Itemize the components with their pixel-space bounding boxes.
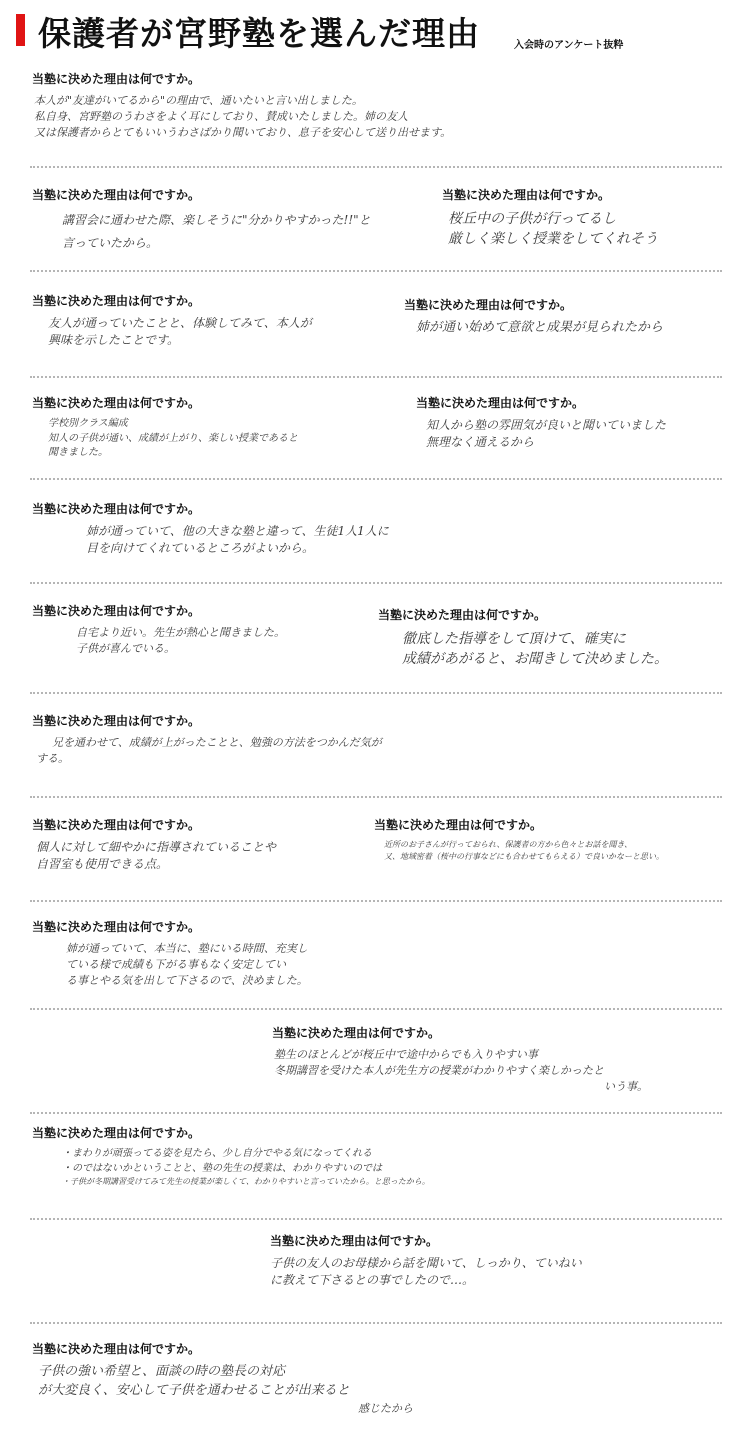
question-label: 当塾に決めた理由は何ですか。	[32, 396, 201, 410]
handwritten-answer: ・まわりが頑張ってる姿を見たら、少し自分でやる気になってくれる ・のではないかということと、塾の先生の授業は、わかりやすいのでは ・子供が冬期講習受けてみて先生の授業が楽しくて、わかりやすいと言っていたから。と思ったから。	[62, 1148, 430, 1186]
survey-answer-card	[416, 394, 666, 452]
survey-answer-card	[32, 712, 382, 767]
divider	[30, 796, 722, 798]
divider	[30, 376, 722, 378]
handwritten-answer: 姉が通っていて、他の大きな塾と違って、生徒1人1人に 目を向けてくれているところがよいから。	[86, 524, 389, 556]
survey-answer-card	[272, 1024, 648, 1095]
handwritten-answer: 個人に対して細やかに指導されていることや 自習室も使用できる点。	[36, 840, 277, 872]
question-label: 当塾に決めた理由は何ですか。	[32, 920, 201, 934]
page-subtitle: 入会時のアンケート抜粋	[514, 40, 624, 51]
survey-answer-card	[32, 602, 285, 657]
divider	[30, 692, 722, 694]
question-label: 当塾に決めた理由は何ですか。	[32, 294, 201, 308]
question-label: 当塾に決めた理由は何ですか。	[272, 1026, 441, 1040]
divider	[30, 1322, 722, 1324]
question-label: 当塾に決めた理由は何ですか。	[378, 608, 547, 622]
divider	[30, 166, 722, 168]
page-title: 保護者が宮野塾を選んだ理由	[38, 14, 480, 53]
survey-answer-card	[32, 394, 298, 461]
question-label: 当塾に決めた理由は何ですか。	[416, 396, 585, 410]
question-label: 当塾に決めた理由は何ですか。	[442, 188, 611, 202]
handwritten-answer: 姉が通っていて、本当に、塾にいる時間、充実し ている様で成績も下がる事もなく安定してい る事とやる気を出して下さるので、決めました。	[66, 942, 308, 987]
survey-answer-card	[32, 918, 308, 989]
handwritten-answer: 子供の強い希望と、面談の時の塾長の対応 が大変良く、安心して子供を通わせることが出来ると 感じたから	[38, 1364, 413, 1415]
divider	[30, 478, 722, 480]
divider	[30, 270, 722, 272]
divider	[30, 1112, 722, 1114]
divider	[30, 1218, 722, 1220]
question-label: 当塾に決めた理由は何ですか。	[32, 1342, 201, 1356]
handwritten-answer: 近所のお子さんが行っておられ、保護者の方から色々とお話を聞き、 又、地域密着（桜中の行事などにも合わせてもらえる）で良いかなーと思い。	[384, 840, 664, 861]
question-label: 当塾に決めた理由は何ですか。	[270, 1234, 439, 1248]
survey-answer-card	[32, 1124, 430, 1188]
question-label: 当塾に決めた理由は何ですか。	[32, 604, 201, 618]
divider	[30, 582, 722, 584]
handwritten-answer: 友人が通っていたことと、体験してみて、本人が 興味を示したことです。	[48, 316, 312, 348]
question-label: 当塾に決めた理由は何ですか。	[32, 188, 201, 202]
question-label: 当塾に決めた理由は何ですか。	[32, 72, 201, 86]
question-label: 当塾に決めた理由は何ですか。	[32, 1126, 201, 1140]
divider	[30, 1008, 722, 1010]
question-label: 当塾に決めた理由は何ですか。	[32, 818, 201, 832]
red-accent-bar	[16, 14, 25, 46]
survey-answer-card	[32, 70, 451, 141]
handwritten-answer: 子供の友人のお母様から話を聞いて、しっかり、ていねい に教えて下さるとの事でしたので…。	[270, 1256, 582, 1288]
question-label: 当塾に決めた理由は何ですか。	[32, 502, 201, 516]
survey-answer-card	[32, 816, 276, 874]
survey-answer-card	[404, 296, 663, 338]
survey-answer-card	[442, 186, 658, 250]
handwritten-answer: 姉が通い始めて意欲と成果が見られたから	[416, 320, 664, 335]
handwritten-answer: 桜丘中の子供が行ってるし 厳しく楽しく授業をしてくれそう	[448, 211, 658, 248]
survey-answer-card	[374, 816, 664, 862]
survey-answer-card	[32, 186, 372, 255]
handwritten-answer: 本人が"友達がいてるから"の理由で、通いたいと言い出しました。 私自身、宮野塾のうわさをよく耳にしており、賛成いたしました。姉の友人 又は保護者からとてもいいうわさばかり聞いており、息子を安心して送り出せます。	[34, 94, 452, 139]
survey-answer-card	[378, 606, 668, 670]
handwritten-answer: 学校別クラス編成 知人の子供が通い、成績が上がり、楽しい授業であると 聞きました。	[48, 418, 298, 458]
question-label: 当塾に決めた理由は何ですか。	[32, 714, 201, 728]
handwritten-answer: 自宅より近い。先生が熱心と聞きました。 子供が喜んでいる。	[76, 626, 285, 655]
question-label: 当塾に決めた理由は何ですか。	[374, 818, 543, 832]
survey-answer-card	[32, 1340, 413, 1417]
handwritten-answer: 徹底した指導をして頂けて、確実に 成績があがると、お聞きして決めました。	[402, 631, 668, 668]
survey-answer-card	[32, 500, 389, 558]
handwritten-answer: 講習会に通わせた際、楽しそうに"分かりやすかった!!"と言っていたから。	[62, 213, 371, 250]
handwritten-answer: 塾生のほとんどが桜丘中で途中からでも入りやすい事 冬期講習を受けた本人が先生方の授業がわかりやすく楽しかったと いう事。	[274, 1048, 648, 1093]
divider	[30, 900, 722, 902]
question-label: 当塾に決めた理由は何ですか。	[404, 298, 573, 312]
handwritten-answer: 知人から塾の雰囲気が良いと聞いていました 無理なく通えるから	[426, 418, 667, 450]
survey-answer-card	[32, 292, 312, 350]
survey-answer-card	[270, 1232, 582, 1290]
handwritten-answer: 兄を通わせて、成績が上がったことと、勉強の方法をつかんだ気が する。	[36, 736, 382, 765]
page-header	[0, 0, 750, 60]
